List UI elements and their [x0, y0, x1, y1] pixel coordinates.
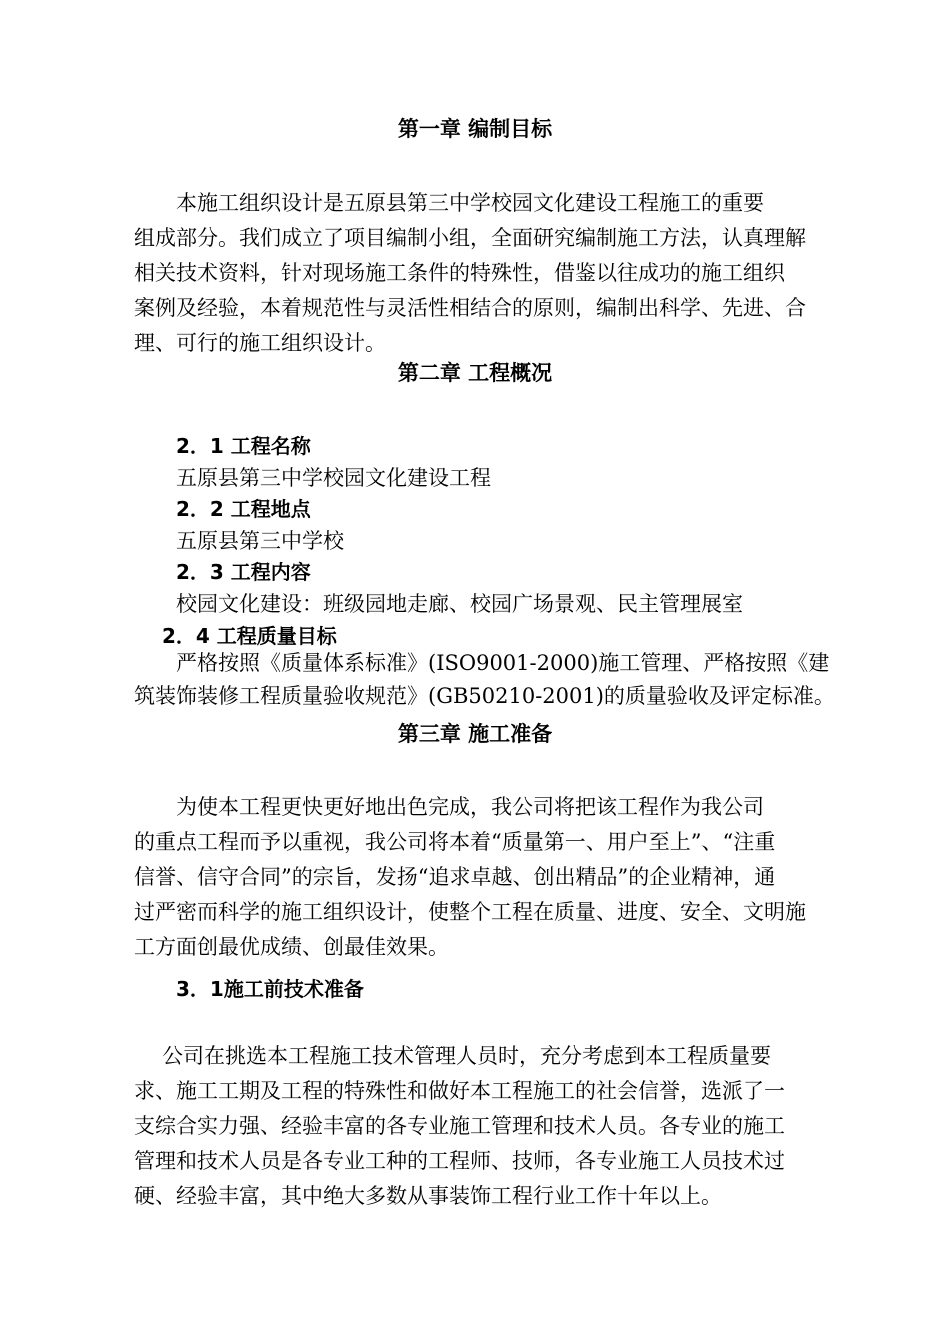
chapter3-line-5: 工方面创最优成绩、创最佳效果。	[134, 935, 449, 959]
chapter1-line-4: 案例及经验，本着规范性与灵活性相结合的原则，编制出科学、先进、合	[134, 296, 806, 320]
chapter1-title: 第一章 编制目标	[397, 117, 553, 141]
section-3-1-line-3: 支综合实力强、经验丰富的各专业施工管理和技术人员。各专业的施工	[134, 1114, 785, 1138]
section-2-4-line-2: 筑装饰装修工程质量验收规范》(GB50210-2001)的质量验收及评定标准。	[134, 684, 835, 708]
chapter3-line-1: 为使本工程更快更好地出色完成，我公司将把该工程作为我公司	[176, 795, 764, 819]
section-3-1-line-1: 公司在挑选本工程施工技术管理人员时，充分考虑到本工程质量要	[162, 1044, 771, 1068]
section-3-1-line-5: 硬、经验丰富，其中绝大多数从事装饰工程行业工作十年以上。	[134, 1184, 722, 1208]
section-2-3-heading: 2．3 工程内容	[176, 560, 311, 584]
chapter1-line-1: 本施工组织设计是五原县第三中学校园文化建设工程施工的重要	[176, 191, 764, 215]
chapter3-line-4: 过严密而科学的施工组织设计，使整个工程在质量、进度、安全、文明施	[134, 900, 806, 924]
section-2-4-line-1: 严格按照《质量体系标准》(ISO9001-2000)施工管理、严格按照《建	[176, 651, 830, 675]
chapter1-line-3: 相关技术资料，针对现场施工条件的特殊性，借鉴以往成功的施工组织	[134, 261, 785, 285]
section-2-4-heading: 2．4 工程质量目标	[162, 624, 337, 648]
section-3-1-line-4: 管理和技术人员是各专业工种的工程师、技师，各专业施工人员技术过	[134, 1149, 785, 1173]
chapter1-line-2: 组成部分。我们成立了项目编制小组，全面研究编制施工方法，认真理解	[134, 226, 806, 250]
chapter3-line-3: 信誉、信守合同”的宗旨，发扬“追求卓越、创出精品”的企业精神，通	[134, 865, 776, 889]
section-3-1-line-2: 求、施工工期及工程的特殊性和做好本工程施工的社会信誉，选派了一	[134, 1079, 785, 1103]
chapter1-line-5: 理、可行的施工组织设计。	[134, 331, 386, 355]
section-2-2-heading: 2．2 工程地点	[176, 497, 311, 521]
section-2-1-body: 五原县第三中学校园文化建设工程	[176, 466, 491, 490]
section-3-1-heading: 3．1施工前技术准备	[176, 977, 364, 1001]
section-2-1-heading: 2．1 工程名称	[176, 434, 311, 458]
chapter3-title: 第三章 施工准备	[397, 722, 553, 746]
section-2-2-body: 五原县第三中学校	[176, 529, 344, 553]
section-2-3-body: 校园文化建设：班级园地走廊、校园广场景观、民主管理展室	[176, 592, 743, 616]
chapter3-line-2: 的重点工程而予以重视，我公司将本着“质量第一、用户至上”、“注重	[134, 830, 776, 854]
chapter2-title: 第二章 工程概况	[397, 361, 553, 385]
